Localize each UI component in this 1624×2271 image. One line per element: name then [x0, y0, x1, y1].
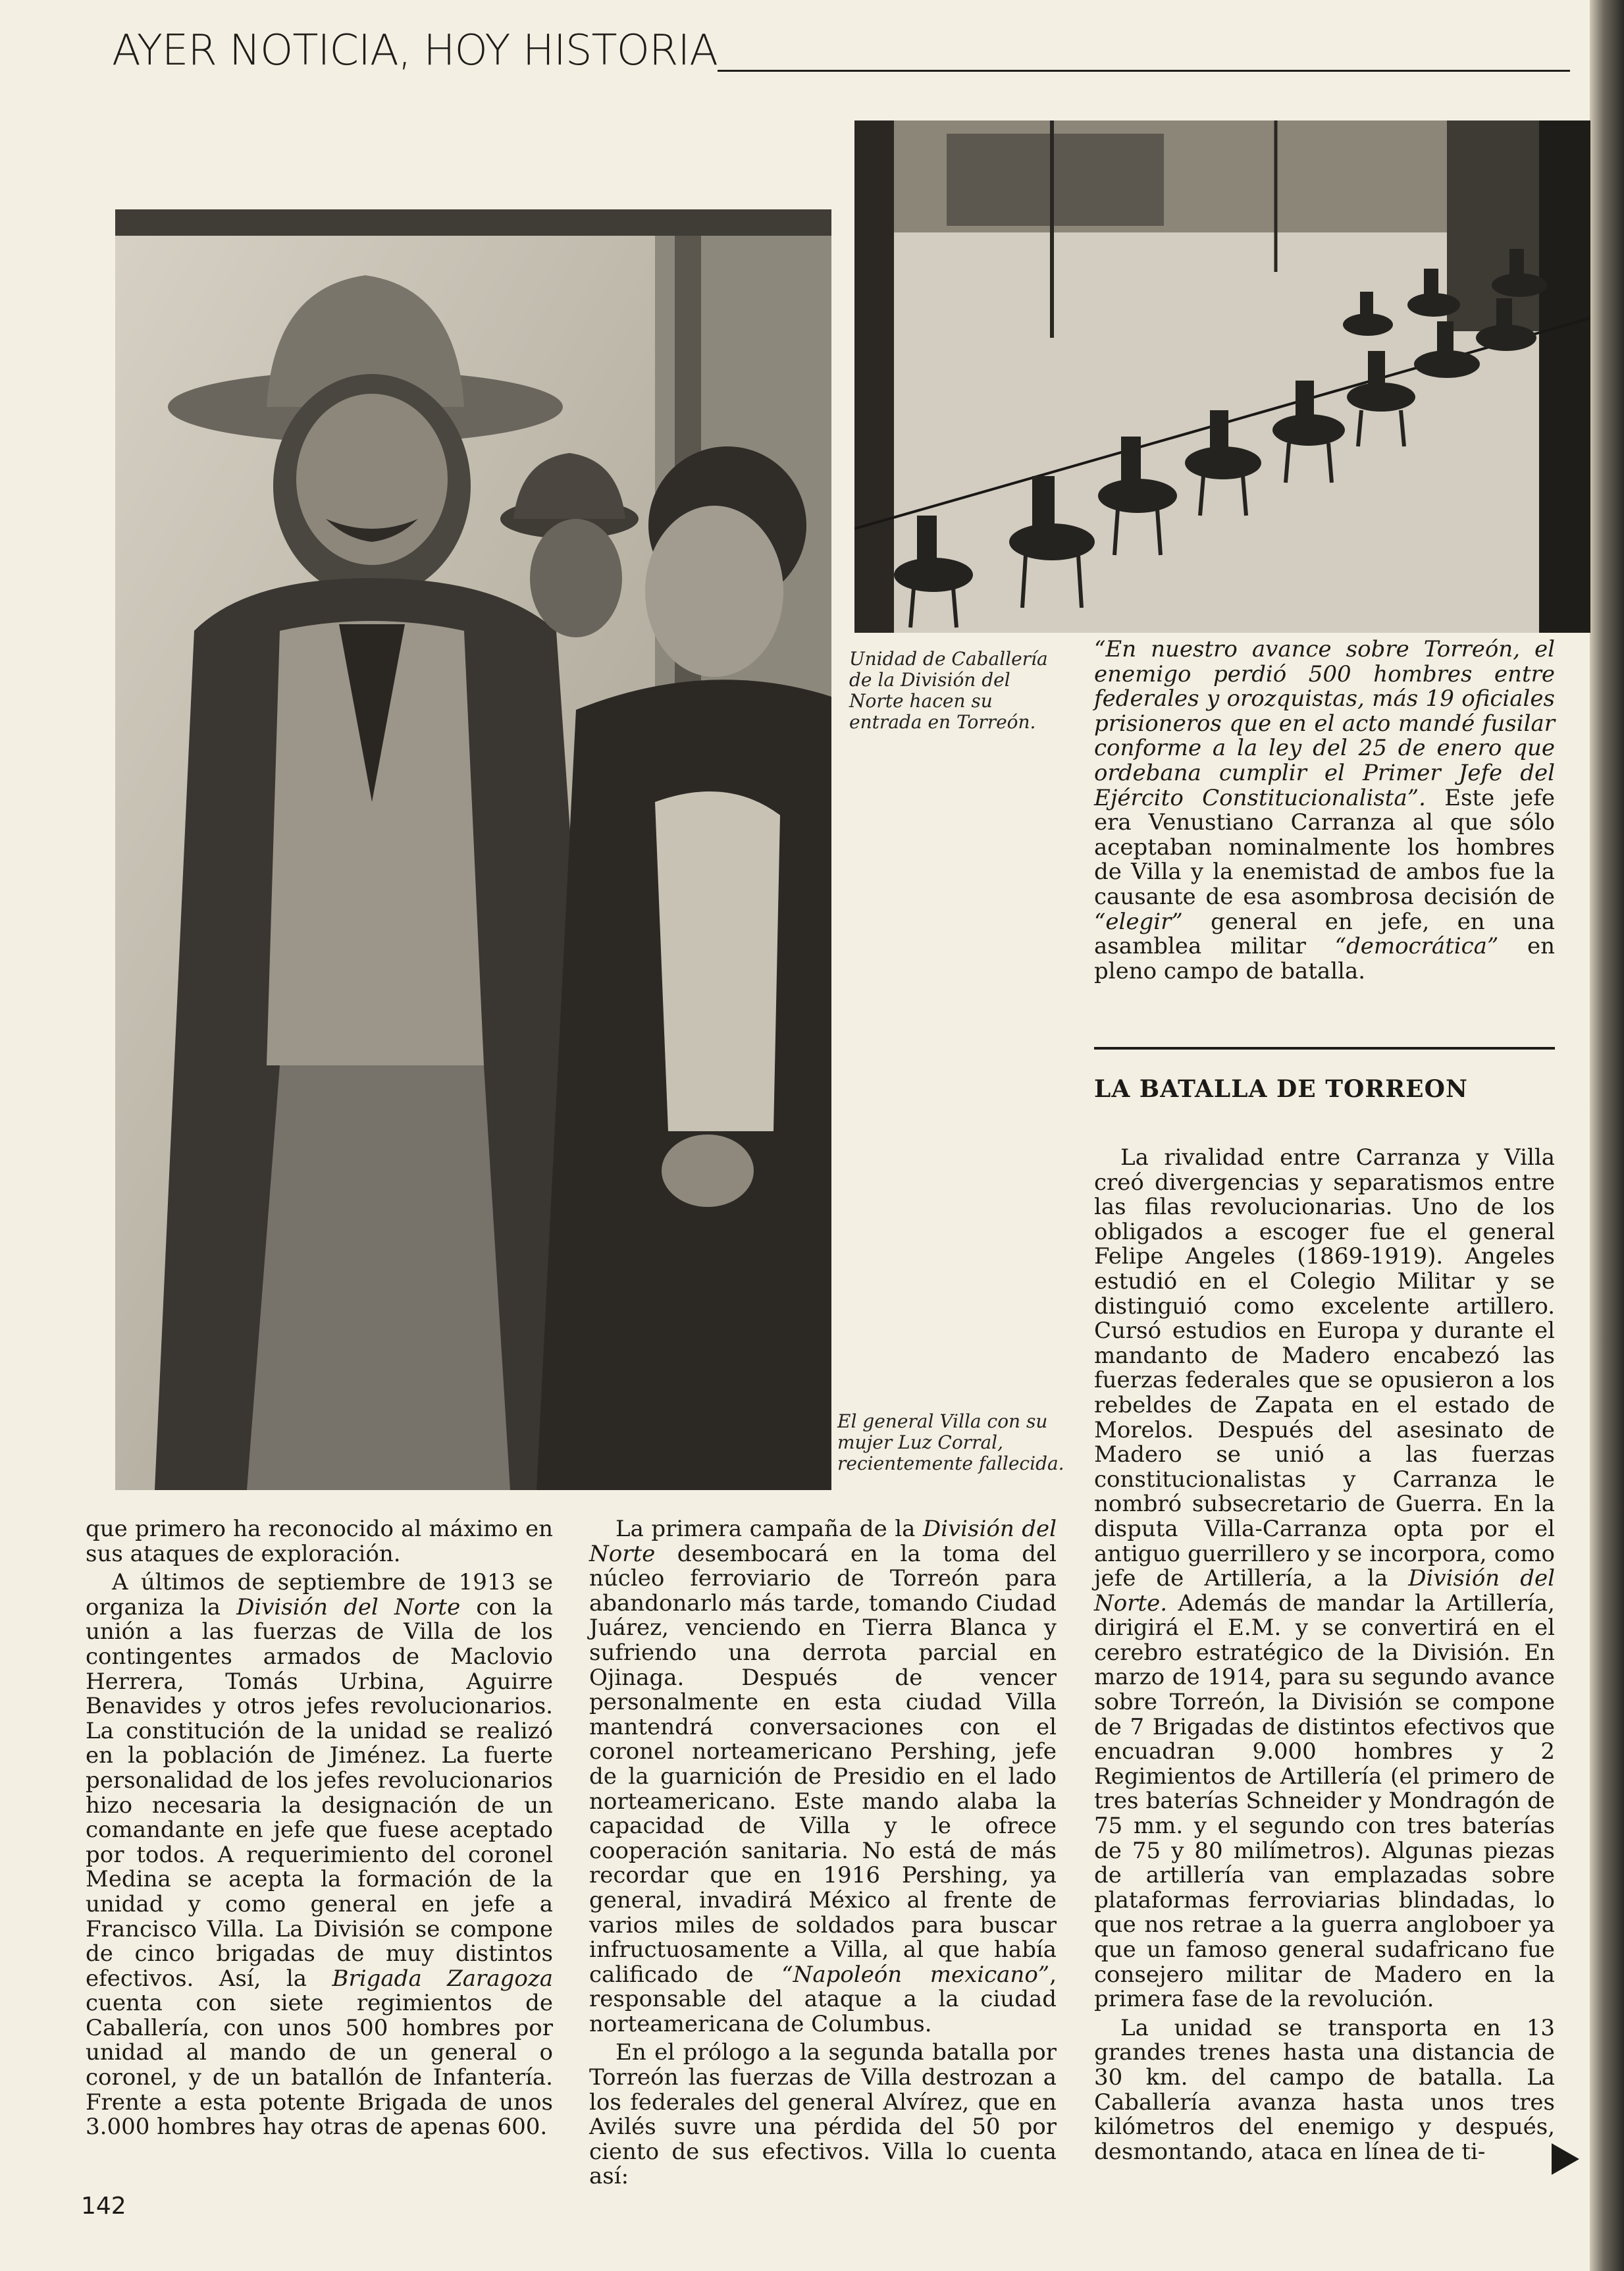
cavalry-photo	[854, 120, 1590, 633]
section-title: LA BATALLA DE TORREON	[1094, 1075, 1468, 1103]
header	[112, 26, 1570, 76]
header-title: AYER NOTICIA, HOY HISTORIA	[112, 26, 718, 75]
cavalry-caption: Unidad de Caballería de la División del Norte hacen su entrada en Torreón.	[849, 648, 1048, 733]
quote-text-2: general en jefe, en una asamblea militar	[1094, 908, 1555, 960]
column-2	[589, 1517, 1057, 2189]
page-edge-shadow	[1590, 0, 1624, 2271]
continue-arrow-icon	[1552, 2143, 1579, 2175]
villa-quote	[1094, 637, 1555, 984]
quote-text-3: en pleno campo de batalla.	[1094, 933, 1555, 984]
quote-democratica: “democrática”	[1334, 933, 1499, 960]
column-3	[1094, 1146, 1555, 2164]
quote-italic: “En nuestro avance sobre Torreón, el enemigo perdió 500 hombres entre federales y orozquistas, más 19 oficiales prisioneros que en el acto mandé fusilar conforme a la ley del 25 de enero que ordebana cumplir el Primer Jefe del Ejército Constitucionalista”.	[1094, 636, 1555, 811]
col1-paragraph-0: que primero ha reconocido al máximo en sus ataques de exploración.	[86, 1516, 553, 1567]
column-1	[86, 1517, 553, 2140]
col2-paragraph-2: En el prólogo a la segunda batalla por Torreón las fuerzas de Villa destrozan a los federales del general Alvírez, que en Avilés suvre una pérdida del 50 por ciento de sus efectivos. Villa lo cuenta así:	[589, 2039, 1057, 2190]
villa-portrait-caption: El general Villa con su mujer Luz Corral, recientemente fallecida.	[837, 1410, 1064, 1474]
header-rule	[718, 70, 1570, 72]
section-rule	[1094, 1047, 1555, 1050]
quote-text-1: Este jefe era Venustiano Carranza al que sólo aceptaban nominalmente los hombres de Villa y la enemistad de ambos fue la causante de esa asombrosa decisión de	[1094, 784, 1555, 910]
villa-portrait-photo	[115, 209, 831, 1490]
page-number: 142	[81, 2193, 126, 2220]
quote-elegir: “elegir”	[1094, 908, 1183, 935]
col3-paragraph-2: La unidad se transporta en 13 grandes trenes hasta una distancia de 30 km. del campo de batalla. La Caballería avanza hasta unos tres kilómetros del enemigo y después, desmontando, ataca en línea de ti-	[1094, 2014, 1555, 2165]
col1-paragraph-1: A últimos de septiembre de 1913 se organiza la División del Norte con la unión a las fuerzas de Villa de los contingentes armados de Maclovio Herrera, Tomás Urbina, Aguirre Benavides y otros jefes revolucionarios. La constitución de la unidad se realizó en la población de Jiménez. La fuerte personalidad de los jefes revolucionarios hizo necesaria la designación de un comandante en jefe que fuese aceptado por todos. A requerimiento del coronel Medina se acepta la formación de la unidad y como general en jefe a Francisco Villa. La División se compone de cinco brigadas de muy distintos efectivos. Así, la Brigada Zaragoza cuenta con siete regimientos de Caballería, con unos 500 hombres por unidad al mando de un general o coronel, y de un batallón de Infantería. Frente a esta potente Brigada de unos 3.000 hombres hay otras de apenas 600.	[86, 1569, 554, 2141]
col2-paragraph-1: La primera campaña de la División del Norte desembocará en la toma del núcleo ferroviario de Torreón para abandonarlo más tarde, tomando Ciudad Juárez, venciendo en Tierra Blanca y sufriendo una derrota parcial en Ojinaga. Después de vencer personalmente en esta ciudad Villa mantendrá conversaciones con el coronel norteamericano Pershing, jefe de la guarnición de Presidio en el lado norteamericano. Este mando alaba la capacidad de Villa y le ofrece cooperación sanitaria. No está de más recordar que en 1916 Pershing, ya general, invadirá México al frente de varios miles de soldados para buscar infructuosamente a Villa, al que había calificado de “Napoleón mexicano”, responsable del ataque a la ciudad norteamericana de Columbus.	[589, 1516, 1057, 2037]
col3-paragraph-1: La rivalidad entre Carranza y Villa creó divergencias y separatismos entre las filas revolucionarias. Uno de los obligados a escoger fue el general Felipe Angeles (1869-1919). Angeles estudió en el Colegio Militar y se distinguió como excelente artillero. Cursó estudios en Europa y durante el mandanto de Madero encabezó las fuerzas federales que se opusieron a los rebeldes de Zapata en el estado de Morelos. Después del asesinato de Madero se unió a las fuerzas constitucionalistas y Carranza le nombró subsecretario de Guerra. En la disputa Villa-Carranza opta por el antiguo guerrillero y se incorpora, como jefe de Artillería, a la División del Norte. Además de mandar la Artillería, dirigirá el E.M. y se convertirá en el cerebro estratégico de la División. En marzo de 1914, para su segundo avance sobre Torreón, la División se compone de 7 Brigadas de distintos efectivos que encuadran 9.000 hombres y 2 Regimientos de Artillería (el primero de tres baterías Schneider y Mondragón de 75 mm. y el segundo con tres baterías de 75 y 80 milímetros). Algunas piezas de artillería van emplazadas sobre plataformas ferroviarias blindadas, lo que nos retrae a la guerra angloboer ya que un famoso general sudafricano fue consejero militar de Madero en la primera fase de la revolución.	[1094, 1144, 1556, 2013]
